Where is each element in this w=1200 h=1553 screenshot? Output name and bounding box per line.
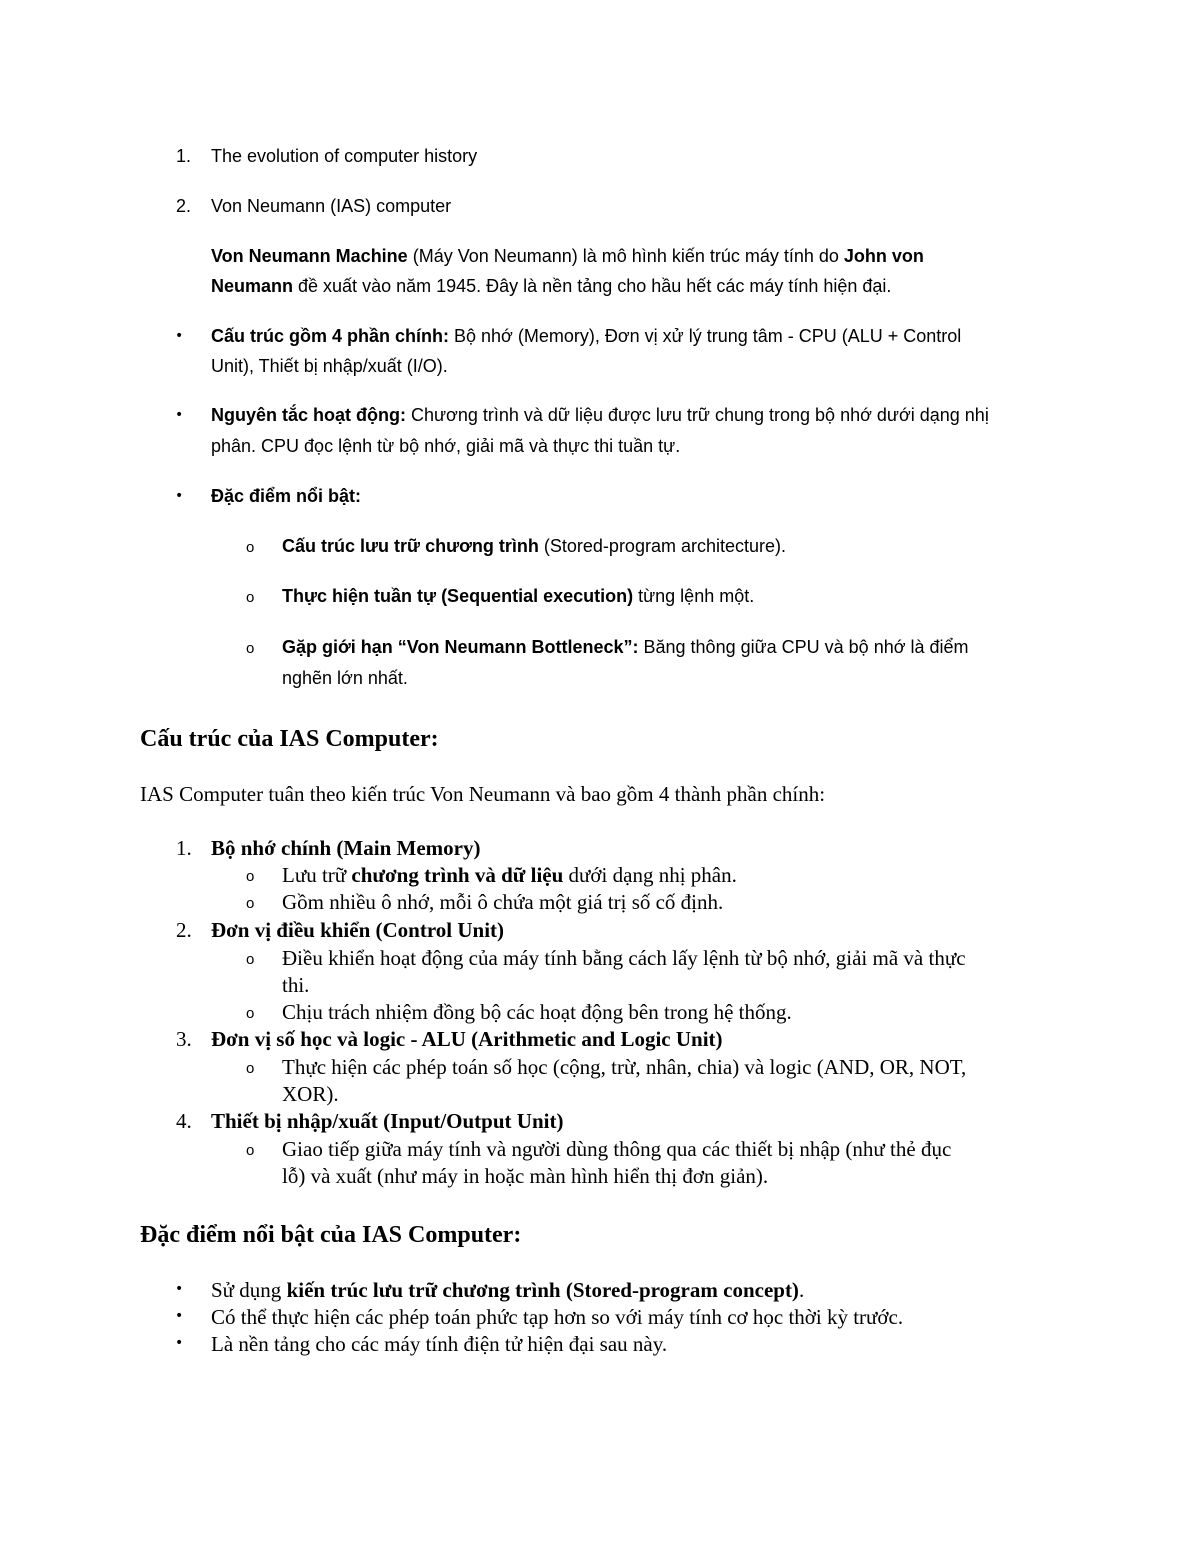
section-intro: IAS Computer tuân theo kiến trúc Von Neumann và bao gồm 4 thành phần chính: [140,782,826,806]
bullet-line [211,327,961,345]
list-number: 1. [176,836,192,860]
sub-item-line: Chịu trách nhiệm đồng bộ các hoạt động bên trong hệ thống. [282,1000,792,1024]
bullet-text: Chương trình và dữ liệu được lưu trữ chung trong bộ nhớ dưới dạng nhị [406,405,989,425]
bullet-line: Unit), Thiết bị nhập/xuất (I/O). [211,356,448,376]
sub-item-text: Lưu trữ [282,863,352,887]
sub-bullet-line: nghẽn lớn nhất. [282,668,408,688]
bold-term: John von [843,246,924,266]
bold-term: Gặp giới hạn “Von Neumann Bottleneck”: [282,637,639,657]
sub-bullet-line [282,638,969,656]
item-title: Bộ nhớ chính (Main Memory) [211,836,481,860]
list-item-text: Von Neumann (IAS) computer [211,196,452,216]
sub-bullet-text: Băng thông giữa CPU và bộ nhớ là điểm [638,637,969,657]
bullet-label: Đặc điểm nổi bật: [211,486,362,506]
circle-marker: o [246,640,255,657]
circle-marker: o [246,868,255,885]
bullet-text: Bộ nhớ (Memory), Đơn vị xử lý trung tâm - CPU (ALU + Control [449,326,962,346]
sub-item-line: Giao tiếp giữa máy tính và người dùng thông qua các thiết bị nhập (như thẻ đục [282,1137,952,1161]
circle-marker: o [246,539,255,556]
feature-line [211,1280,804,1301]
intro-text: đề xuất vào năm 1945. Đây là nền tảng cho hầu hết các máy tính hiện đại. [293,276,892,296]
bullet-label: Cấu trúc gồm 4 phần chính: [211,326,450,346]
bullet-marker: • [175,1281,184,1297]
section-heading: Cấu trúc của IAS Computer: [140,726,439,752]
sub-bullet-text: (Stored-program architecture). [538,536,786,556]
circle-marker: o [246,1005,255,1022]
bold-term: Von Neumann Machine [211,246,408,266]
sub-item-text: dưới dạng nhị phân. [563,863,737,887]
bullet-marker: • [175,328,184,344]
sub-item-line: thi. [282,973,310,997]
bold-term: Cấu trúc lưu trữ chương trình [282,536,539,556]
list-item-text: The evolution of computer history [211,146,478,166]
circle-marker: o [246,951,255,968]
sub-item-line: Thực hiện các phép toán số học (cộng, trừ, nhân, chia) và logic (AND, OR, NOT, [282,1055,967,1079]
sub-bullet-line [282,587,754,605]
bullet-marker: • [175,1335,184,1351]
bullet-marker: • [175,1308,184,1324]
item-title: Đơn vị điều khiển (Control Unit) [211,918,505,942]
sub-item-line: lỗ) và xuất (như máy in hoặc màn hình hiển thị đơn giản). [282,1164,769,1188]
circle-marker: o [246,895,255,912]
intro-line [211,247,924,265]
bullet-marker: • [175,488,184,504]
sub-item-line: XOR). [282,1082,339,1106]
list-number: 3. [176,1027,192,1051]
intro-line [211,277,891,295]
feature-line: Có thể thực hiện các phép toán phức tạp hơn so với máy tính cơ học thời kỳ trước. [211,1305,904,1329]
circle-marker: o [246,589,255,606]
list-number: 2. [176,196,192,216]
bullet-line [211,406,989,424]
circle-marker: o [246,1142,255,1159]
feature-line: Là nền tảng cho các máy tính điện tử hiện đại sau này. [211,1332,668,1356]
circle-marker: o [246,1060,255,1077]
section-heading: Đặc điểm nổi bật của IAS Computer: [140,1222,522,1248]
bullet-label: Nguyên tắc hoạt động: [211,405,406,425]
feature-text: . [798,1278,805,1302]
list-number: 2. [176,918,192,942]
list-number: 4. [176,1109,192,1133]
bold-term: kiến trúc lưu trữ chương trình (Stored-program concept) [286,1278,799,1302]
bold-term: Neumann [211,276,294,296]
sub-bullet-line [282,537,786,555]
item-title: Thiết bị nhập/xuất (Input/Output Unit) [211,1109,564,1133]
bold-term: chương trình và dữ liệu [351,863,564,887]
bullet-line: phân. CPU đọc lệnh từ bộ nhớ, giải mã và thực thi tuần tự. [211,436,681,456]
list-number: 1. [176,146,192,166]
sub-item-line: Gồm nhiều ô nhớ, mỗi ô chứa một giá trị số cố định. [282,890,724,914]
sub-item-line: Điều khiển hoạt động của máy tính bằng cách lấy lệnh từ bộ nhớ, giải mã và thực [282,946,966,970]
bullet-marker: • [175,407,184,423]
bold-term: Thực hiện tuần tự (Sequential execution) [282,586,634,606]
intro-text: (Máy Von Neumann) là mô hình kiến trúc máy tính do [407,246,844,266]
sub-bullet-text: từng lệnh một. [633,586,755,606]
sub-item-line [282,865,737,886]
feature-text: Sử dụng [211,1278,287,1302]
item-title: Đơn vị số học và logic - ALU (Arithmetic and Logic Unit) [211,1027,723,1051]
